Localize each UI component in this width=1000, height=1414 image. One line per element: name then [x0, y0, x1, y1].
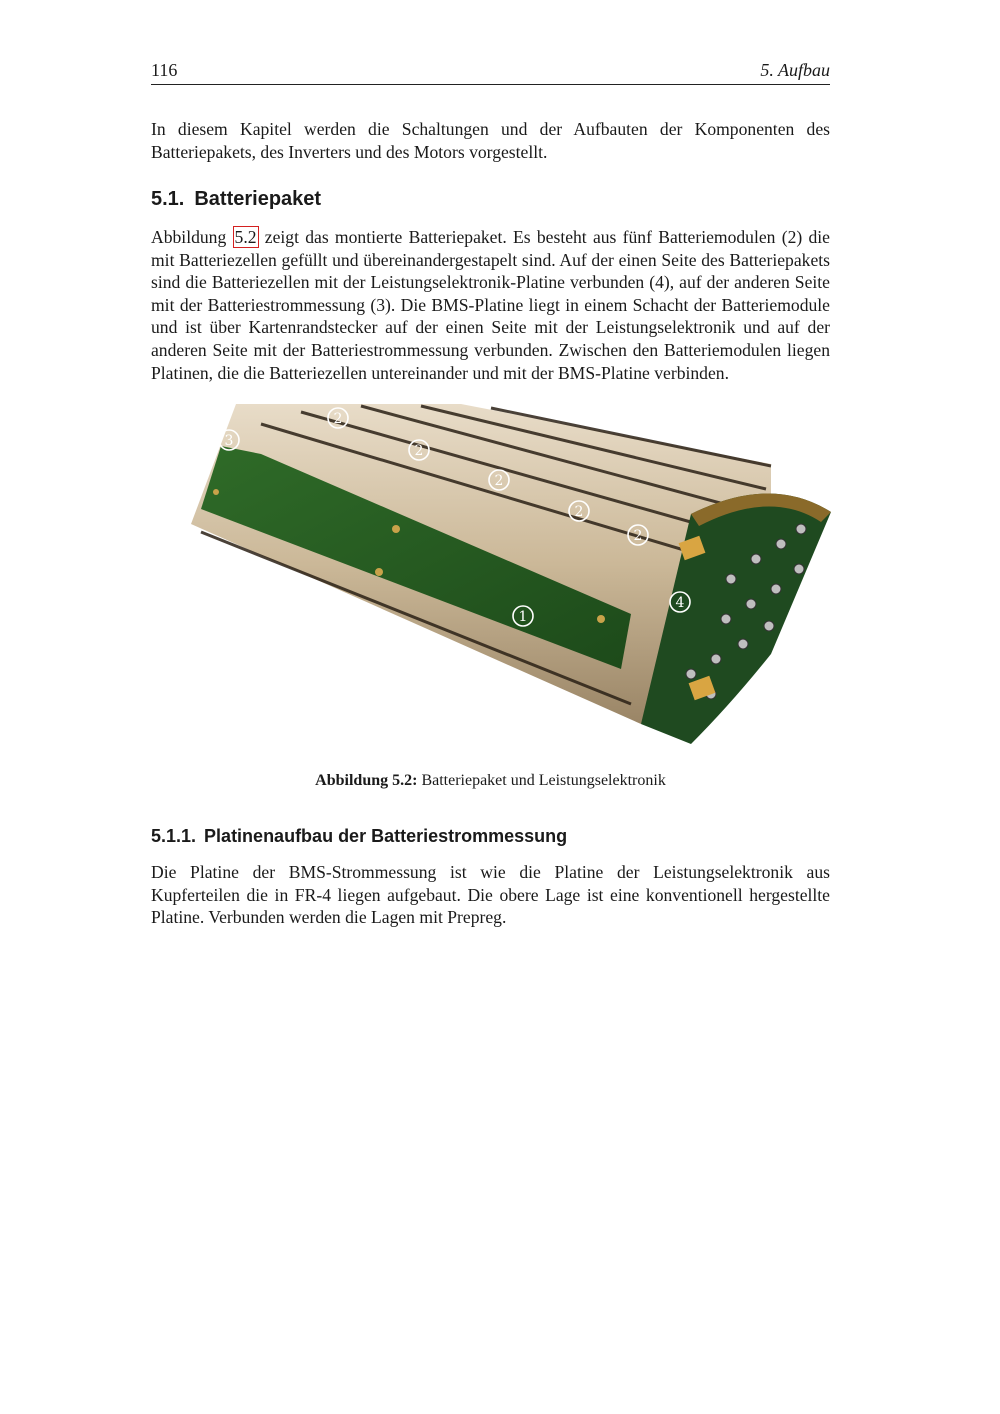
- paragraph-strommessung: Die Platine der BMS-Strommessung ist wie die Platine der Leistungselektronik aus Kupferteilen die in FR-4 liegen aufgebaut. Die obere Lage ist eine konventionell hergestellte Platine. Verbunden werden die Lagen mit Prepreg.: [151, 862, 830, 928]
- paragraph-batteriepaket: [151, 226, 830, 384]
- paragraph-text-rest: zeigt das montierte Batteriepaket. Es besteht aus fünf Batteriemodulen (2) die mit Batteriezellen gefüllt und übereinandergestapelt sind. Auf der einen Seite des Batteriepakets sind die Batteriezellen mit der Leistungselektronik-Platine verbunden (4), auf der anderen Seite mit der Batteriestrommessung (3). Die BMS-Platine liegt in einem Schacht der Batteriemodule und ist über Kartenrandstecker auf der einen Seite mit der Leistungselektronik und auf der anderen Seite mit der Batteriestrommessung verbunden. Zwischen den Batteriemodulen liegen Platinen, die die Batteriezellen untereinander und mit der BMS-Platine verbinden.: [151, 227, 830, 383]
- figure-caption: [151, 772, 830, 790]
- paragraph-text-start: Abbildung: [151, 227, 233, 247]
- subsection-number: 5.1.1.: [151, 826, 197, 846]
- marker-2a-label: 2: [333, 411, 343, 427]
- marker-2e-label: 2: [633, 528, 643, 544]
- marker-2b-label: 2: [414, 443, 424, 459]
- marker-1-label: 1: [518, 609, 528, 625]
- chapter-title: 5. Aufbau: [760, 60, 830, 80]
- section-title: Batteriepaket: [194, 188, 322, 210]
- marker-3-label: 3: [224, 433, 234, 449]
- section-heading: [151, 188, 321, 211]
- page-number: 116: [151, 60, 178, 80]
- subsection-title: Platinenaufbau der Batteriestrommessung: [204, 826, 568, 846]
- battery-pack-illustration: [171, 404, 851, 754]
- marker-4-label: 4: [675, 595, 685, 611]
- document-page: [151, 0, 830, 1414]
- marker-2c-label: 2: [494, 473, 504, 489]
- running-header: [151, 58, 830, 85]
- intro-paragraph: In diesem Kapitel werden die Schaltungen und der Aufbauten der Komponenten des Batteriepakets, des Inverters und des Motors vorgestellt.: [151, 119, 830, 162]
- figure-reference-link[interactable]: 5.2: [234, 227, 257, 247]
- caption-text: Batteriepaket und Leistungselektronik: [421, 772, 666, 789]
- section-number: 5.1.: [151, 188, 185, 210]
- marker-2d-label: 2: [574, 504, 584, 520]
- subsection-heading: [151, 826, 567, 847]
- battery-pack-photo: [171, 404, 851, 754]
- caption-label: Abbildung 5.2:: [315, 772, 418, 789]
